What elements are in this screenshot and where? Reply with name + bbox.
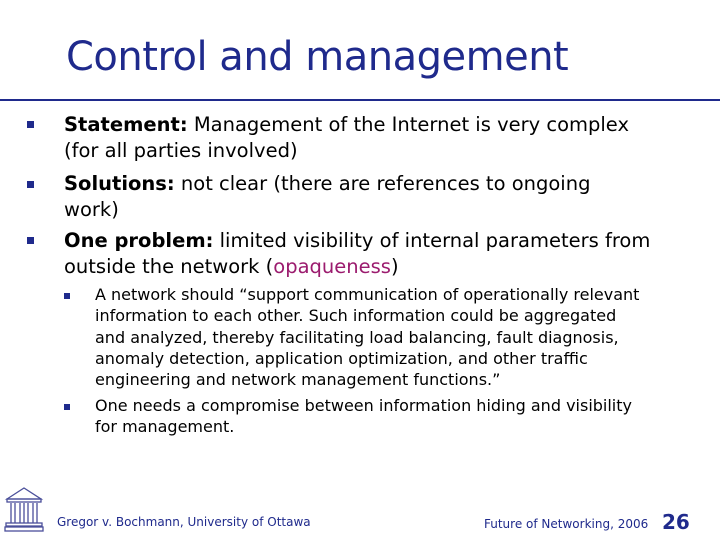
footer-event: Future of Networking, 2006	[484, 517, 649, 531]
title-divider	[0, 99, 720, 101]
bullet-text: outside the network (	[64, 254, 274, 278]
bullet-problem	[64, 228, 714, 279]
university-building-icon	[4, 485, 44, 533]
bullet-lead: Statement:	[64, 113, 188, 136]
bullet-solutions	[64, 171, 714, 222]
bullet-square-icon	[27, 237, 34, 244]
subbullet-square-icon	[64, 293, 70, 299]
subbullet-line: One needs a compromise between information hiding and visibility	[95, 396, 632, 415]
bullet-text: )	[390, 254, 399, 278]
bullet-text: work)	[64, 197, 119, 221]
accent-word: opaqueness	[273, 254, 391, 278]
subbullet-quote	[95, 284, 715, 390]
subbullet-line: for management.	[95, 417, 235, 437]
subbullet-line: A network should “support communication of operationally relevant	[95, 285, 640, 304]
subbullet-compromise	[95, 395, 715, 438]
subbullet-square-icon	[64, 404, 70, 410]
page-number: 26	[662, 510, 690, 534]
bullet-text: Management of the Internet is very complex	[187, 113, 630, 136]
bullet-lead: One problem:	[64, 229, 214, 252]
subbullet-line: engineering and network management functions.”	[95, 370, 501, 390]
slide-title: Control and management	[66, 34, 569, 80]
bullet-text: not clear (there are references to ongoing	[174, 172, 591, 195]
bullet-square-icon	[27, 121, 34, 128]
bullet-text: limited visibility of internal parameters from	[213, 229, 651, 252]
bullet-square-icon	[27, 181, 34, 188]
footer-author: Gregor v. Bochmann, University of Ottawa	[57, 515, 311, 529]
subbullet-line: and analyzed, thereby facilitating load balancing, fault diagnosis,	[95, 327, 619, 347]
subbullet-line: information to each other. Such information could be aggregated	[95, 306, 617, 326]
bullet-text: (for all parties involved)	[64, 138, 298, 162]
bullet-statement	[64, 112, 714, 163]
bullet-lead: Solutions:	[64, 172, 175, 195]
subbullet-line: anomaly detection, application optimization, and other traffic	[95, 348, 588, 368]
